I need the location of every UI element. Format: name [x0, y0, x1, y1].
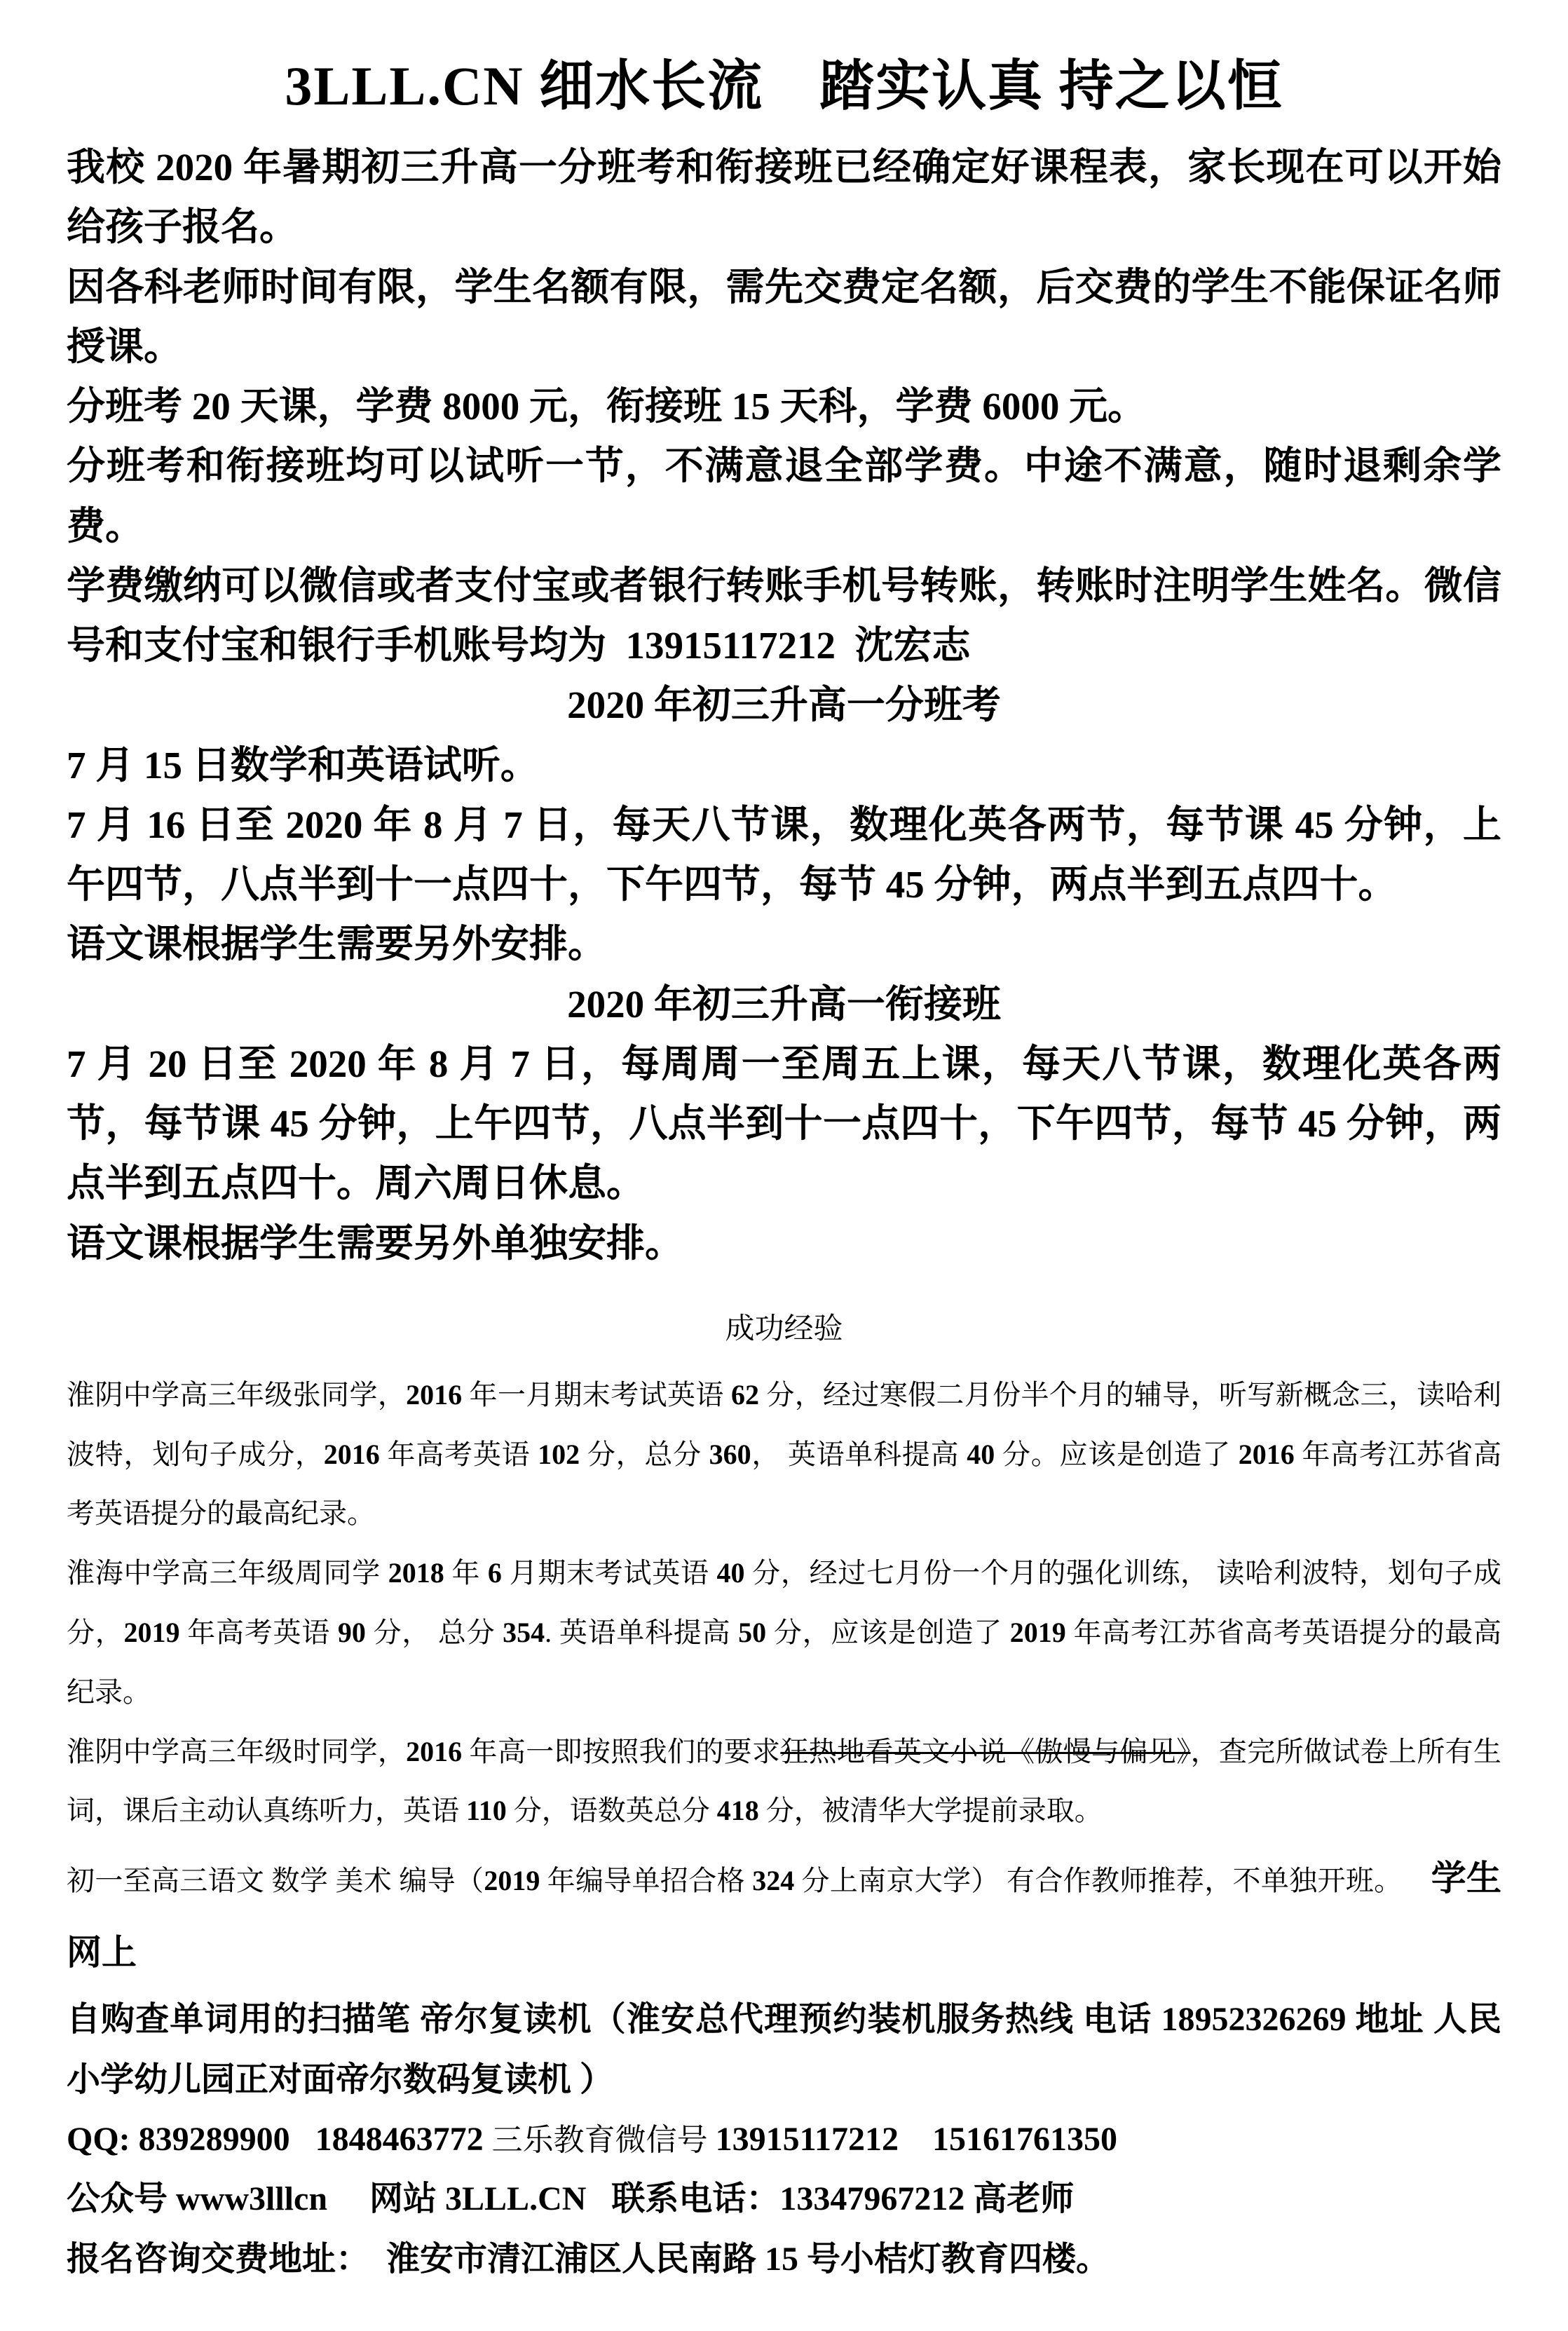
- testimonial-zhou: 淮海中学高三年级周同学 2018 年 6 月期末考试英语 40 分，经过七月份一个月的强化训练， 读哈利波特，划句子成分，2019 年高考英语 90 分， 总分 354. 英语单科提高 50 分，应该是创造了 2019 年高考江苏省高考英语提分的最高纪录。: [67, 1557, 1502, 1708]
- placement-paragraph-1: 7 月 15 日数学和英语试听。: [67, 743, 539, 787]
- placement-exam-heading: 2020 年初三升高一分班考: [567, 684, 1001, 727]
- testimonial-shi-suffix: ，查完所做试卷上所有生词，课后主动认真练听力，英语 110 分，语数英总分 418 分，被清华大学提前录取。: [67, 1735, 1502, 1827]
- placement-paragraph-2: 7 月 16 日至 2020 年 8 月 7 日，每天八节课，数理化英各两节，每节课 45 分钟，上午四节，八点半到十一点四十，下午四节，每节 45 分钟，两点半到五点四十。: [67, 803, 1501, 906]
- intro-paragraph-2: 因各科老师时间有限，学生名额有限，需先交费定名额，后交费的学生不能保证名师授课。: [67, 265, 1501, 368]
- placement-paragraph-3: 语文课根据学生需要另外安排。: [67, 923, 607, 966]
- bridge-paragraph-2: 语文课根据学生需要另外单独安排。: [67, 1221, 684, 1265]
- testimonial-zhang: 淮阴中学高三年级张同学，2016 年一月期末考试英语 62 分，经过寒假二月份半个月的辅导，听写新概念三，读哈利波特，划句子成分，2016 年高考英语 102 分，总分 360， 英语单科提高 40 分。应该是创造了 2016 年高考江苏省高考英语提分的最高纪录。: [67, 1378, 1502, 1530]
- bridge-paragraph-1: 7 月 20 日至 2020 年 8 月 7 日，每周周一至周五上课，每天八节课，数理化英各两节，每节课 45 分钟，上午四节，八点半到十一点四十，下午四节，每节 45 分钟，两点半到五点四十。周六周日休息。: [67, 1042, 1501, 1205]
- page-title: 3LLL.CN 细水长流 踏实认真 持之以恒: [285, 55, 1283, 116]
- contact-section: [67, 1990, 1501, 2289]
- qq-contact-line: [67, 2109, 1501, 2169]
- intro-paragraph-1: 我校 2020 年暑期初三升高一分班考和衔接班已经确定好课程表，家长现在可以开始给孩子报名。: [67, 146, 1501, 249]
- courses-text: 初一至高三语文 数学 美术 编导（2019 年编导单招合格 324 分上南京大学） 有合作教师推荐，不单独开班。: [67, 1865, 1431, 1897]
- intro-paragraph-4: 分班考和衔接班均可以试听一节，不满意退全部学费。中途不满意，随时退剩余学费。: [67, 444, 1501, 548]
- address-line: 报名咨询交费地址： 淮安市清江浦区人民南路 15 号小桔灯教育四楼。: [67, 2240, 1110, 2278]
- main-body: [67, 137, 1501, 1273]
- courses-bold-highlight: 学生网上: [67, 1858, 1502, 1973]
- bridge-class-heading: 2020 年初三升高一衔接班: [567, 982, 1001, 1026]
- courses-line: [67, 1841, 1501, 1990]
- scanner-purchase-line: 自购查单词用的扫描笔 帝尔复读机（淮安总代理预约装机服务热线 电话 18952326269 地址 人民小学幼儿园正对面帝尔数码复读机 ）: [67, 2001, 1501, 2098]
- strikethrough-text: 狂热地看英文小说《傲慢与偏见》: [780, 1735, 1191, 1767]
- qq-numbers: QQ: 839289900 1848463772: [67, 2121, 484, 2158]
- intro-paragraph-3: 分班考 20 天课，学费 8000 元，衔接班 15 天科，学费 6000 元。: [67, 385, 1147, 428]
- wechat-label: 三乐教育微信号: [491, 2123, 716, 2157]
- testimonial-shi-prefix: 淮阴中学高三年级时同学，2016 年高一即按照我们的要求: [67, 1735, 781, 1767]
- intro-paragraph-5: 学费缴纳可以微信或者支付宝或者银行转账手机号转账，转账时注明学生姓名。微信号和支付宝和银行手机账号均为 13915117212 沈宏志: [67, 564, 1501, 667]
- success-stories-heading: 成功经验: [725, 1312, 843, 1345]
- wechat-numbers: 13915117212 15161761350: [715, 2121, 1118, 2158]
- website-line: 公众号 www3lllcn 网站 3LLL.CN 联系电话：13347967212 高老师: [67, 2180, 1075, 2218]
- success-stories: [67, 1366, 1501, 1841]
- testimonial-shi: [67, 1722, 1501, 1842]
